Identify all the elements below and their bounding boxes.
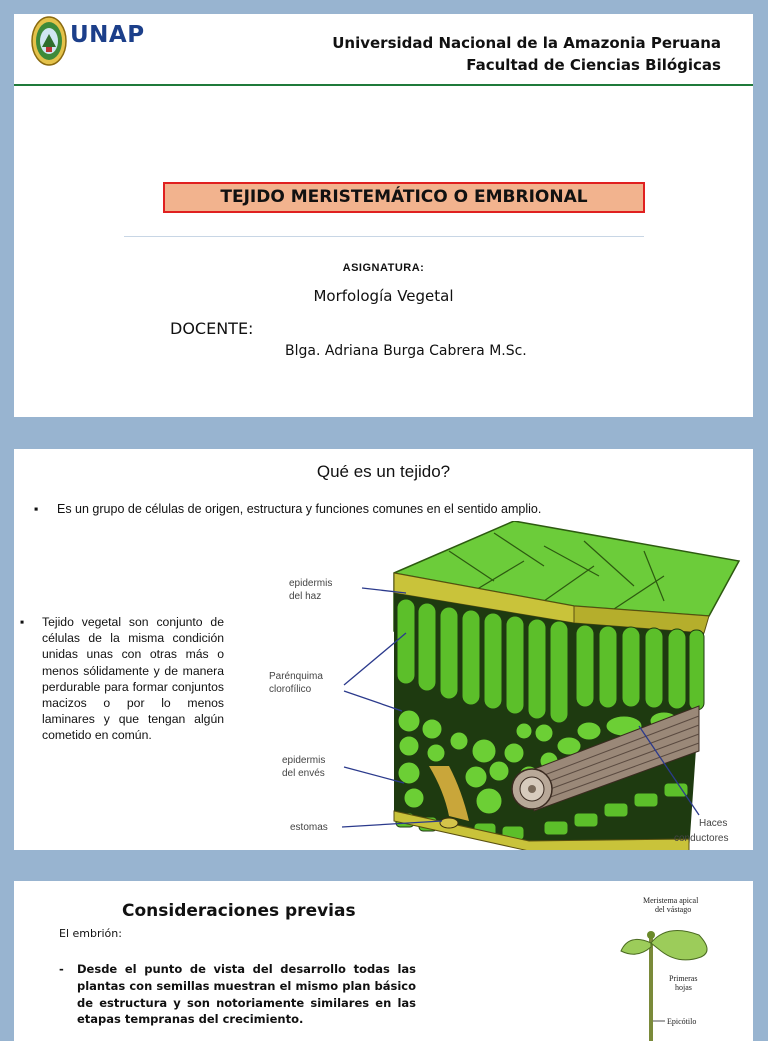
- title-slide: [14, 14, 753, 417]
- institution-block: [332, 32, 721, 76]
- label-epidermis-enves-2: del envés: [282, 768, 325, 779]
- label-hojas-2: hojas: [675, 983, 692, 992]
- bullet-item: [34, 502, 541, 516]
- bullet-marker: ▪: [34, 502, 39, 516]
- unap-wordmark: UNAP: [70, 22, 145, 48]
- label-epidermis-enves-1: epidermis: [282, 755, 326, 766]
- subheading: El embrión:: [59, 927, 122, 940]
- subject-name: Morfología Vegetal: [313, 287, 454, 305]
- title-rule: [124, 236, 644, 237]
- slide-header: [14, 14, 753, 84]
- tissue-definition-slide: [14, 449, 753, 850]
- label-meristema-2: del vástago: [655, 905, 692, 914]
- dash-text: Desde el punto de vista del desarrollo todas las plantas con semillas muestran el mismo plan básico de estructura y son notoriamente similares en las etapas tempranas del crecimiento.: [77, 962, 416, 1027]
- unap-seal-logo: [30, 14, 68, 66]
- faculty-name: Facultad de Ciencias Bilógicas: [466, 56, 721, 74]
- label-epidermis-haz-1: epidermis: [289, 578, 333, 589]
- label-parenquima-1: Parénquima: [269, 671, 323, 682]
- dash-marker: -: [59, 962, 64, 976]
- slide-heading: Qué es un tejido?: [316, 462, 451, 481]
- label-estomas: estomas: [290, 822, 328, 833]
- dash-item: [59, 961, 416, 1028]
- bullet-text: Es un grupo de células de origen, estructura y funciones comunes en el sentido amplio.: [57, 502, 542, 516]
- slide-heading: Consideraciones previas: [122, 901, 356, 921]
- slide-title: TEJIDO MERISTEMÁTICO O EMBRIONAL: [163, 182, 645, 213]
- bullet-marker: ▪: [20, 615, 25, 629]
- header-divider: [14, 84, 753, 86]
- seedling-figure: [609, 893, 739, 1041]
- previous-considerations-slide: [14, 881, 753, 1041]
- label-hojas-1: Primeras: [669, 974, 698, 983]
- label-epicotilo: Epicótilo: [667, 1017, 697, 1026]
- university-name: Universidad Nacional de la Amazonia Peruana: [332, 34, 721, 52]
- subject-label: ASIGNATURA:: [342, 262, 425, 274]
- label-haces-1: Haces: [699, 818, 728, 829]
- teacher-name: Blga. Adriana Burga Cabrera M.Sc.: [285, 343, 527, 359]
- bullet-item: [20, 614, 224, 744]
- bullet-text: Tejido vegetal son conjunto de células de la misma condición unidas unas con otras más o menos sólidamente y de manera perdurable para formar conjuntos macizos o por lo menos laminares y que tengan algún cometido en común.: [42, 615, 224, 743]
- teacher-label: DOCENTE:: [170, 319, 254, 338]
- leaf-cross-section-figure: [244, 521, 753, 850]
- label-meristema-1: Meristema apical: [643, 896, 699, 905]
- label-haces-2: conductores: [674, 833, 729, 844]
- label-parenquima-2: clorofílico: [269, 684, 312, 695]
- label-epidermis-haz-2: del haz: [289, 591, 322, 602]
